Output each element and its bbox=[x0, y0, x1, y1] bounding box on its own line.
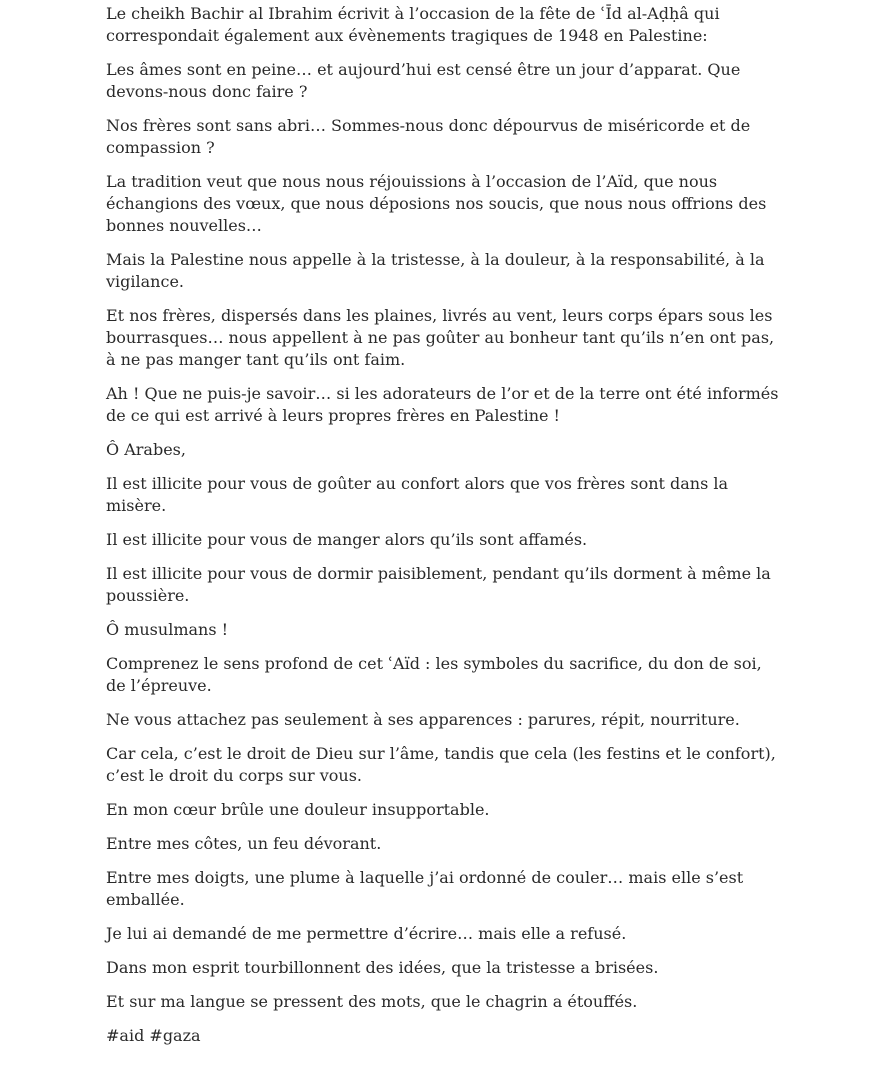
paragraph: Ah ! Que ne puis-je savoir… si les adorateurs de l’or et de la terre ont été informés de ce qui est arrivé à leurs propres frères en Palestine ! bbox=[106, 384, 779, 425]
paragraph: Car cela, c’est le droit de Dieu sur l’âme, tandis que cela (les festins et le confort), c’est le droit du corps sur vous. bbox=[106, 744, 776, 785]
paragraph: Il est illicite pour vous de goûter au confort alors que vos frères sont dans la misère. bbox=[106, 474, 729, 515]
paragraph: La tradition veut que nous nous réjouissions à l’occasion de l’Aïd, que nous échangions des vœux, que nous déposions nos soucis, que nous nous offrions des bonnes nouvelles… bbox=[106, 172, 767, 235]
paragraph: Les âmes sont en peine… et aujourd’hui est censé être un jour d’apparat. Que devons-nous donc faire ? bbox=[106, 60, 741, 101]
paragraph: Dans mon esprit tourbillonnent des idées, que la tristesse a brisées. bbox=[106, 958, 659, 977]
paragraph: Comprenez le sens profond de cet ʿAïd : les symboles du sacrifice, du don de soi, de l’épreuve. bbox=[106, 654, 762, 695]
paragraph: Entre mes côtes, un feu dévorant. bbox=[106, 834, 382, 853]
paragraph: En mon cœur brûle une douleur insupportable. bbox=[106, 800, 490, 819]
paragraph: Et sur ma langue se pressent des mots, que le chagrin a étouffés. bbox=[106, 992, 638, 1011]
paragraph: Mais la Palestine nous appelle à la tristesse, à la douleur, à la responsabilité, à la vigilance. bbox=[106, 250, 765, 291]
paragraph: Nos frères sont sans abri… Sommes-nous donc dépourvus de miséricorde et de compassion ? bbox=[106, 116, 751, 157]
paragraph: Il est illicite pour vous de manger alors qu’ils sont affamés. bbox=[106, 530, 588, 549]
post-body bbox=[106, 3, 786, 1059]
paragraph: Je lui ai demandé de me permettre d’écrire… mais elle a refusé. bbox=[106, 924, 627, 943]
paragraph: Entre mes doigts, une plume à laquelle j’ai ordonné de couler… mais elle s’est emballée. bbox=[106, 868, 744, 909]
paragraph: Et nos frères, dispersés dans les plaines, livrés au vent, leurs corps épars sous les bourrasques… nous appellent à ne pas goûter au bonheur tant qu’ils n’en ont pas, à ne pas manger tant qu’ils ont faim. bbox=[106, 306, 775, 369]
hashtag-link[interactable]: #aid bbox=[106, 1026, 145, 1045]
paragraph: Ne vous attachez pas seulement à ses apparences : parures, répit, nourriture. bbox=[106, 710, 740, 729]
paragraph: Ô musulmans ! bbox=[106, 620, 229, 639]
paragraph: Le cheikh Bachir al Ibrahim écrivit à l’occasion de la fête de ʿĪd al-Aḍḥâ qui correspondait également aux évènements tragiques de 1948 en Palestine: bbox=[106, 4, 720, 45]
paragraph: Il est illicite pour vous de dormir paisiblement, pendant qu’ils dorment à même la poussière. bbox=[106, 564, 771, 605]
paragraph: Ô Arabes, bbox=[106, 440, 186, 459]
hashtag-link[interactable]: #gaza bbox=[149, 1026, 201, 1045]
hashtag-list bbox=[106, 1025, 786, 1047]
